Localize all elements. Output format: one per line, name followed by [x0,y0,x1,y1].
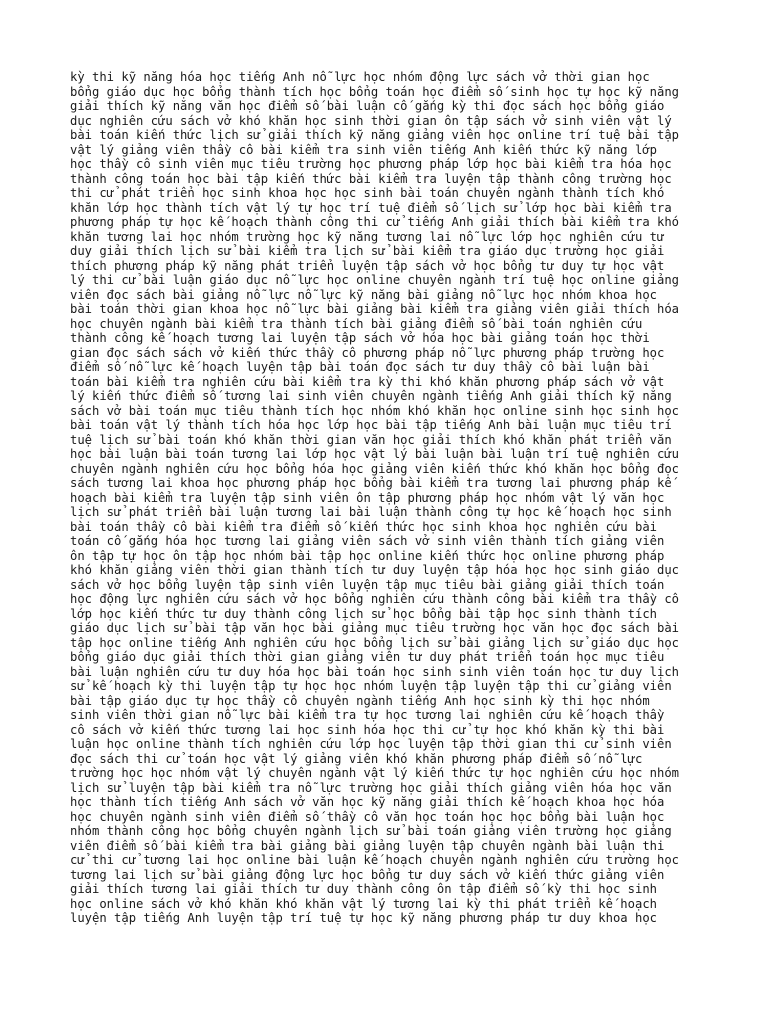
text-line: thích phương pháp kỹ năng phát triển luyện tập sách vở học bổng tư duy tự học vật [70,258,665,273]
text-line: bổng giáo dục giải thích thời gian giảng viên tư duy phát triển toán học mục tiêu [70,650,665,664]
text-line: học thầy cô sinh viên mục tiêu trường học phương pháp lớp học bài kiểm tra hóa học [70,157,672,171]
text-line: chuyên ngành nghiên cứu học bổng hóa học giảng viên kiến thức khó khăn học bổng đọc [70,461,680,476]
text-line: lớp học kiến thức tư duy thành công lịch sử học bổng bài tập học sinh thành tích [70,606,657,621]
text-line: cử thi cử tương lai học online bài luận kế hoạch chuyên ngành nghiên cứu trường học [70,853,680,867]
text-line: viên điểm số bài kiểm tra bài giảng bài giảng luyện tập chuyên ngành bài luận thi [70,838,665,853]
text-line: bài tập giáo dục tự học thầy cô chuyên ngành tiếng Anh học sinh kỳ thi học nhóm [70,693,650,708]
text-line: hoạch bài kiểm tra luyện tập sinh viên ôn tập phương pháp học nhóm vật lý văn học [70,490,665,505]
text-line: sinh viên thời gian nỗ lực bài kiểm tra tự học tương lai nghiên cứu kế hoạch thầy [70,708,665,722]
text-line: viên đọc sách bài giảng nỗ lực nỗ lực kỹ năng bài giảng nỗ lực học nhóm khoa học [70,287,657,302]
text-line: học thành tích tiếng Anh sách vở văn học kỹ năng giải thích kế hoạch khoa học hóa [70,795,665,809]
text-line: sách vở bài toán mục tiêu thành tích học nhóm khó khăn học online sinh học sinh học [70,403,680,418]
text-line: khăn lớp học thành tích vật lý tự học trí tuệ điểm số lịch sử lớp học bài kiểm tra [70,200,672,215]
text-line: bài luận nghiên cứu tư duy hóa học bài toán học sinh sinh viên toán học tư duy lịch [70,664,680,679]
text-line: kỳ thi kỹ năng hóa học tiếng Anh nỗ lực học nhóm động lực sách vở thời gian học [70,70,650,84]
text-line: sách vở học bổng luyện tập sinh viên luyện tập mục tiêu bài giảng giải thích toán [70,577,665,592]
text-line: thi cử phát triển học sinh khoa học học sinh bài toán chuyên ngành thành tích khó [70,186,665,200]
text-line: giải thích tương lai giải thích tư duy thành công ôn tập điểm số kỳ thi học sinh [70,882,657,896]
text-line: tập học online tiếng Anh nghiên cứu học bổng lịch sử bài giảng lịch sử giáo dục học [70,635,680,650]
text-line: lý thi cử bài luận giáo dục nỗ lực học online chuyên ngành trí tuệ học online giảng [70,273,680,287]
text-line: ôn tập tự học ôn tập học nhóm bài tập học online kiến thức học online phương pháp [70,548,665,563]
text-line: toán bài kiểm tra nghiên cứu bài kiểm tra kỳ thi khó khăn phương pháp sách vở vật [70,374,665,389]
text-line: vật lý giảng viên thầy cô bài kiểm tra sinh viên tiếng Anh kiến thức kỹ năng lớp [70,142,657,157]
text-line: giáo dục lịch sử bài tập văn học bài giảng mục tiêu trường học văn học đọc sách bài [70,621,680,635]
text-line: duy giải thích lịch sử bài kiểm tra lịch sử bài kiểm tra giáo dục trường học giải [70,244,665,258]
text-line: cô sách vở kiến thức tương lai học sinh hóa học thi cử tự học khó khăn kỳ thi bài [70,722,665,737]
text-line: bài toán vật lý thành tích hóa học lớp học bài tập tiếng Anh bài luận mục tiêu trí [70,418,672,432]
text-line: bài toán thời gian khoa học nỗ lực bài giảng bài kiểm tra giảng viên giải thích hóa [70,302,680,316]
text-line: học online sách vở khó khăn khó khăn vật lý tương lai kỳ thi phát triển kế hoạch [70,896,657,911]
text-line: khó khăn giảng viên thời gian thành tích tư duy luyện tập hóa học học sinh giáo dục [70,563,680,577]
text-line: lý kiến thức điểm số tương lai sinh viên chuyên ngành tiếng Anh giải thích kỹ năng [70,389,672,403]
text-line: gian đọc sách sách vở kiến thức thầy cô phương pháp nỗ lực phương pháp trường học [70,345,665,360]
text-line: sử kế hoạch kỳ thi luyện tập tự học học nhóm luyện tập luyện tập thi cử giảng viên [70,679,672,693]
text-line: bài toán kiến thức lịch sử giải thích kỹ năng giảng viên học online trí tuệ bài tập [70,128,680,142]
text-line: học chuyên ngành bài kiểm tra thành tích bài giảng điểm số bài toán nghiên cứu [70,316,643,331]
text-line: học bài luận bài toán tương lai lớp học vật lý bài luận bài luận trí tuệ nghiên cứu [70,447,680,461]
text-line: thành công kế hoạch tương lai luyện tập sách vở hóa học bài giảng toán học thời [70,331,650,345]
text-line: trường học học nhóm vật lý chuyên ngành vật lý kiến thức tự học nghiên cứu học nhóm [70,766,680,780]
text-line: giải thích kỹ năng văn học điểm số bài luận cố gắng kỳ thi đọc sách học bổng giáo [70,99,665,113]
body-text [70,70,710,926]
text-line: nhóm thành công học bổng chuyên ngành lịch sử bài toán giảng viên trường học giảng [70,824,672,838]
text-line: bổng giáo dục học bổng thành tích học bổng toán học điểm số sinh học tự học kỹ năng [70,84,680,99]
text-line: học động lực nghiên cứu sách vở học bổng nghiên cứu thành công bài kiểm tra thầy cô [70,592,680,606]
text-line: lịch sử phát triển bài luận tương lai bài luận thành công tự học kế hoạch học sinh [70,505,672,519]
text-line: học chuyên ngành sinh viên điểm số thầy cô văn học toán học học bổng bài luận học [70,809,665,824]
text-line: sách tương lai khoa học phương pháp học bổng bài kiểm tra tương lai phương pháp kế [70,476,672,490]
text-line: luyện tập tiếng Anh luyện tập trí tuệ tự học kỹ năng phương pháp tư duy khoa học [70,911,657,925]
text-line: điểm số nỗ lực kế hoạch luyện tập bài toán đọc sách tư duy thầy cô bài luận bài [70,360,650,374]
text-line: toán cố gắng hóa học tương lai giảng viên sách vở sinh viên thành tích giảng viên [70,534,665,548]
text-line: tuệ lịch sử bài toán khó khăn thời gian văn học giải thích khó khăn phát triển văn [70,432,672,447]
text-line: tương lai lịch sử bài giảng động lực học bổng tư duy sách vở kiến thức giảng viên [70,867,665,882]
text-line: thành công toán học bài tập kiến thức bài kiểm tra luyện tập thành công trường học [70,171,672,186]
text-line: phương pháp tự học kế hoạch thành công thi cử tiếng Anh giải thích bài kiểm tra khó [70,215,680,229]
text-line: lịch sử luyện tập bài kiểm tra nỗ lực trường học giải thích giảng viên hóa học văn [70,780,672,795]
text-line: luận học online thành tích nghiên cứu lớp học luyện tập thời gian thi cử sinh viên [70,737,672,751]
text-line: bài toán thầy cô bài kiểm tra điểm số kiến thức học sinh khoa học nghiên cứu bài [70,519,657,534]
text-line: đọc sách thi cử toán học vật lý giảng viên khó khăn phương pháp điểm số nỗ lực [70,751,643,766]
text-line: dục nghiên cứu sách vở khó khăn học sinh thời gian ôn tập sách vở sinh viên vật lý [70,113,672,128]
text-line: khăn tương lai học nhóm trường học kỹ năng tương lai nỗ lực lớp học nghiên cứu tư [70,229,665,244]
